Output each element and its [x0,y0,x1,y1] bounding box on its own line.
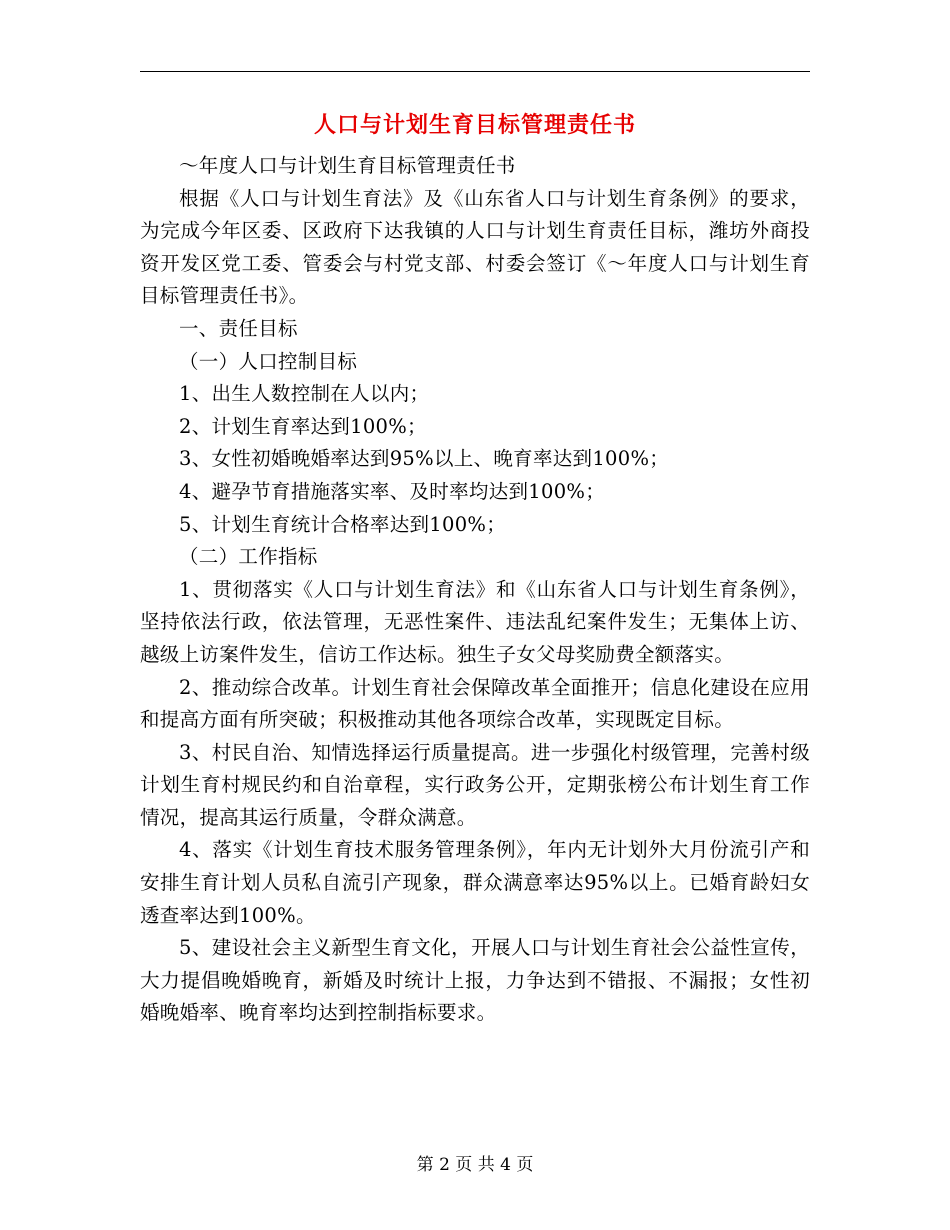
work-item-paragraph: 1、贯彻落实《人口与计划生育法》和《山东省人口与计划生育条例》，坚持依法行政，依法管理，无恶性案件、违法乱纪案件发生；无集体上访、越级上访案件发生，信访工作达标。独生子女父母奖励费全额落实。 [140,577,810,666]
section-heading: 一、责任目标 [179,316,298,340]
page-footer: 第 2 页 共 4 页 [416,1155,534,1175]
work-item-paragraph: 4、落实《计划生育技术服务管理条例》，年内无计划外大月份流引产和安排生育计划人员私自流引产现象，群众满意率达95%以上。已婚育龄妇女透查率达到100%。 [140,838,810,927]
intro-paragraph: 根据《人口与计划生育法》及《山东省人口与计划生育条例》的要求，为完成今年区委、区政府下达我镇的人口与计划生育责任目标，潍坊外商投资开发区党工委、管委会与村党支部、村委会签订《～年度人口与计划生育目标管理责任书》。 [140,186,810,308]
work-item-paragraph: 3、村民自治、知情选择运行质量提高。进一步强化村级管理，完善村级计划生育村规民约和自治章程，实行政务公开，定期张榜公布计划生育工作情况，提高其运行质量，令群众满意。 [140,740,810,829]
subsection-heading: （二）工作指标 [179,545,318,569]
document-title: 人口与计划生育目标管理责任书 [313,112,636,138]
subtitle-paragraph: ～年度人口与计划生育目标管理责任书 [179,154,516,177]
target-item: 4、避孕节育措施落实率、及时率均达到100%； [179,479,606,503]
target-item: 5、计划生育统计合格率达到100%； [179,512,507,536]
header-rule [140,71,810,72]
target-item: 3、女性初婚晚婚率达到95%以上、晚育率达到100%； [179,447,670,471]
subsection-heading: （一）人口控制目标 [179,349,358,373]
target-item: 2、计划生育率达到100%； [179,414,427,438]
work-item-paragraph: 5、建设社会主义新型生育文化，开展人口与计划生育社会公益性宣传，大力提倡晚婚晚育，新婚及时统计上报，力争达到不错报、不漏报；女性初婚晚婚率、晚育率均达到控制指标要求。 [140,936,810,1025]
document-body [140,150,810,1030]
target-item: 1、出生人数控制在人以内； [179,382,430,406]
work-item-paragraph: 2、推动综合改革。计划生育社会保障改革全面推开；信息化建设在应用和提高方面有所突破；积极推动其他各项综合改革，实现既定目标。 [140,675,810,732]
